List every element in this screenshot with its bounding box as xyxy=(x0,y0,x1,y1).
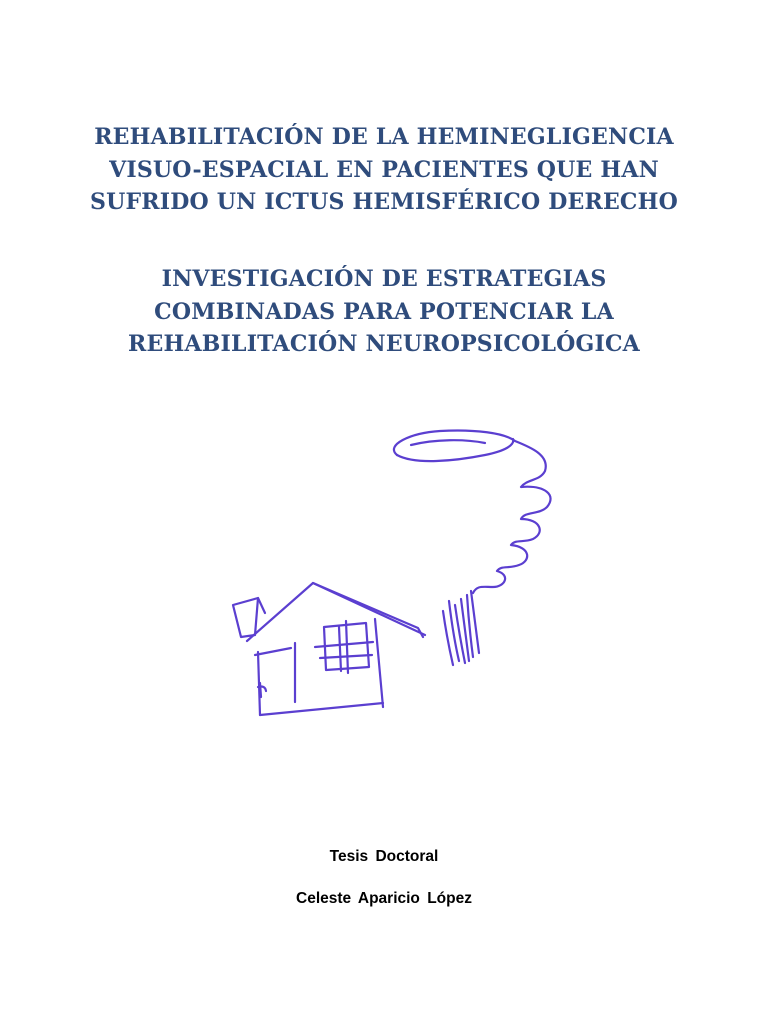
house-and-tree-drawing-icon xyxy=(215,415,565,725)
window-sketch xyxy=(315,621,373,673)
subtitle-line-1: INVESTIGACIÓN DE ESTRATEGIAS xyxy=(161,266,607,292)
subtitle-line-3: REHABILITACIÓN NEUROPSICOLÓGICA xyxy=(128,331,640,357)
roof-sketch xyxy=(247,583,425,641)
subtitle-line-2: COMBINADAS PARA POTENCIAR LA xyxy=(154,298,614,325)
main-title-line-2: VISUO-ESPACIAL EN PACIENTES QUE HAN xyxy=(109,156,659,183)
author-name: Celeste Aparicio López xyxy=(296,890,472,907)
chimney-sketch xyxy=(233,598,265,637)
thesis-type-label: Tesis Doctoral xyxy=(329,848,439,865)
main-title-line-1: REHABILITACIÓN DE LA HEMINEGLIGENCIA xyxy=(94,124,674,150)
main-title xyxy=(0,121,768,219)
subtitle xyxy=(0,263,768,361)
tree-trunk-sketch xyxy=(443,591,479,665)
tree-crown-sketch xyxy=(394,430,551,593)
main-title-line-3: SUFRIDO UN ICTUS HEMISFÉRICO DERECHO xyxy=(90,189,678,215)
